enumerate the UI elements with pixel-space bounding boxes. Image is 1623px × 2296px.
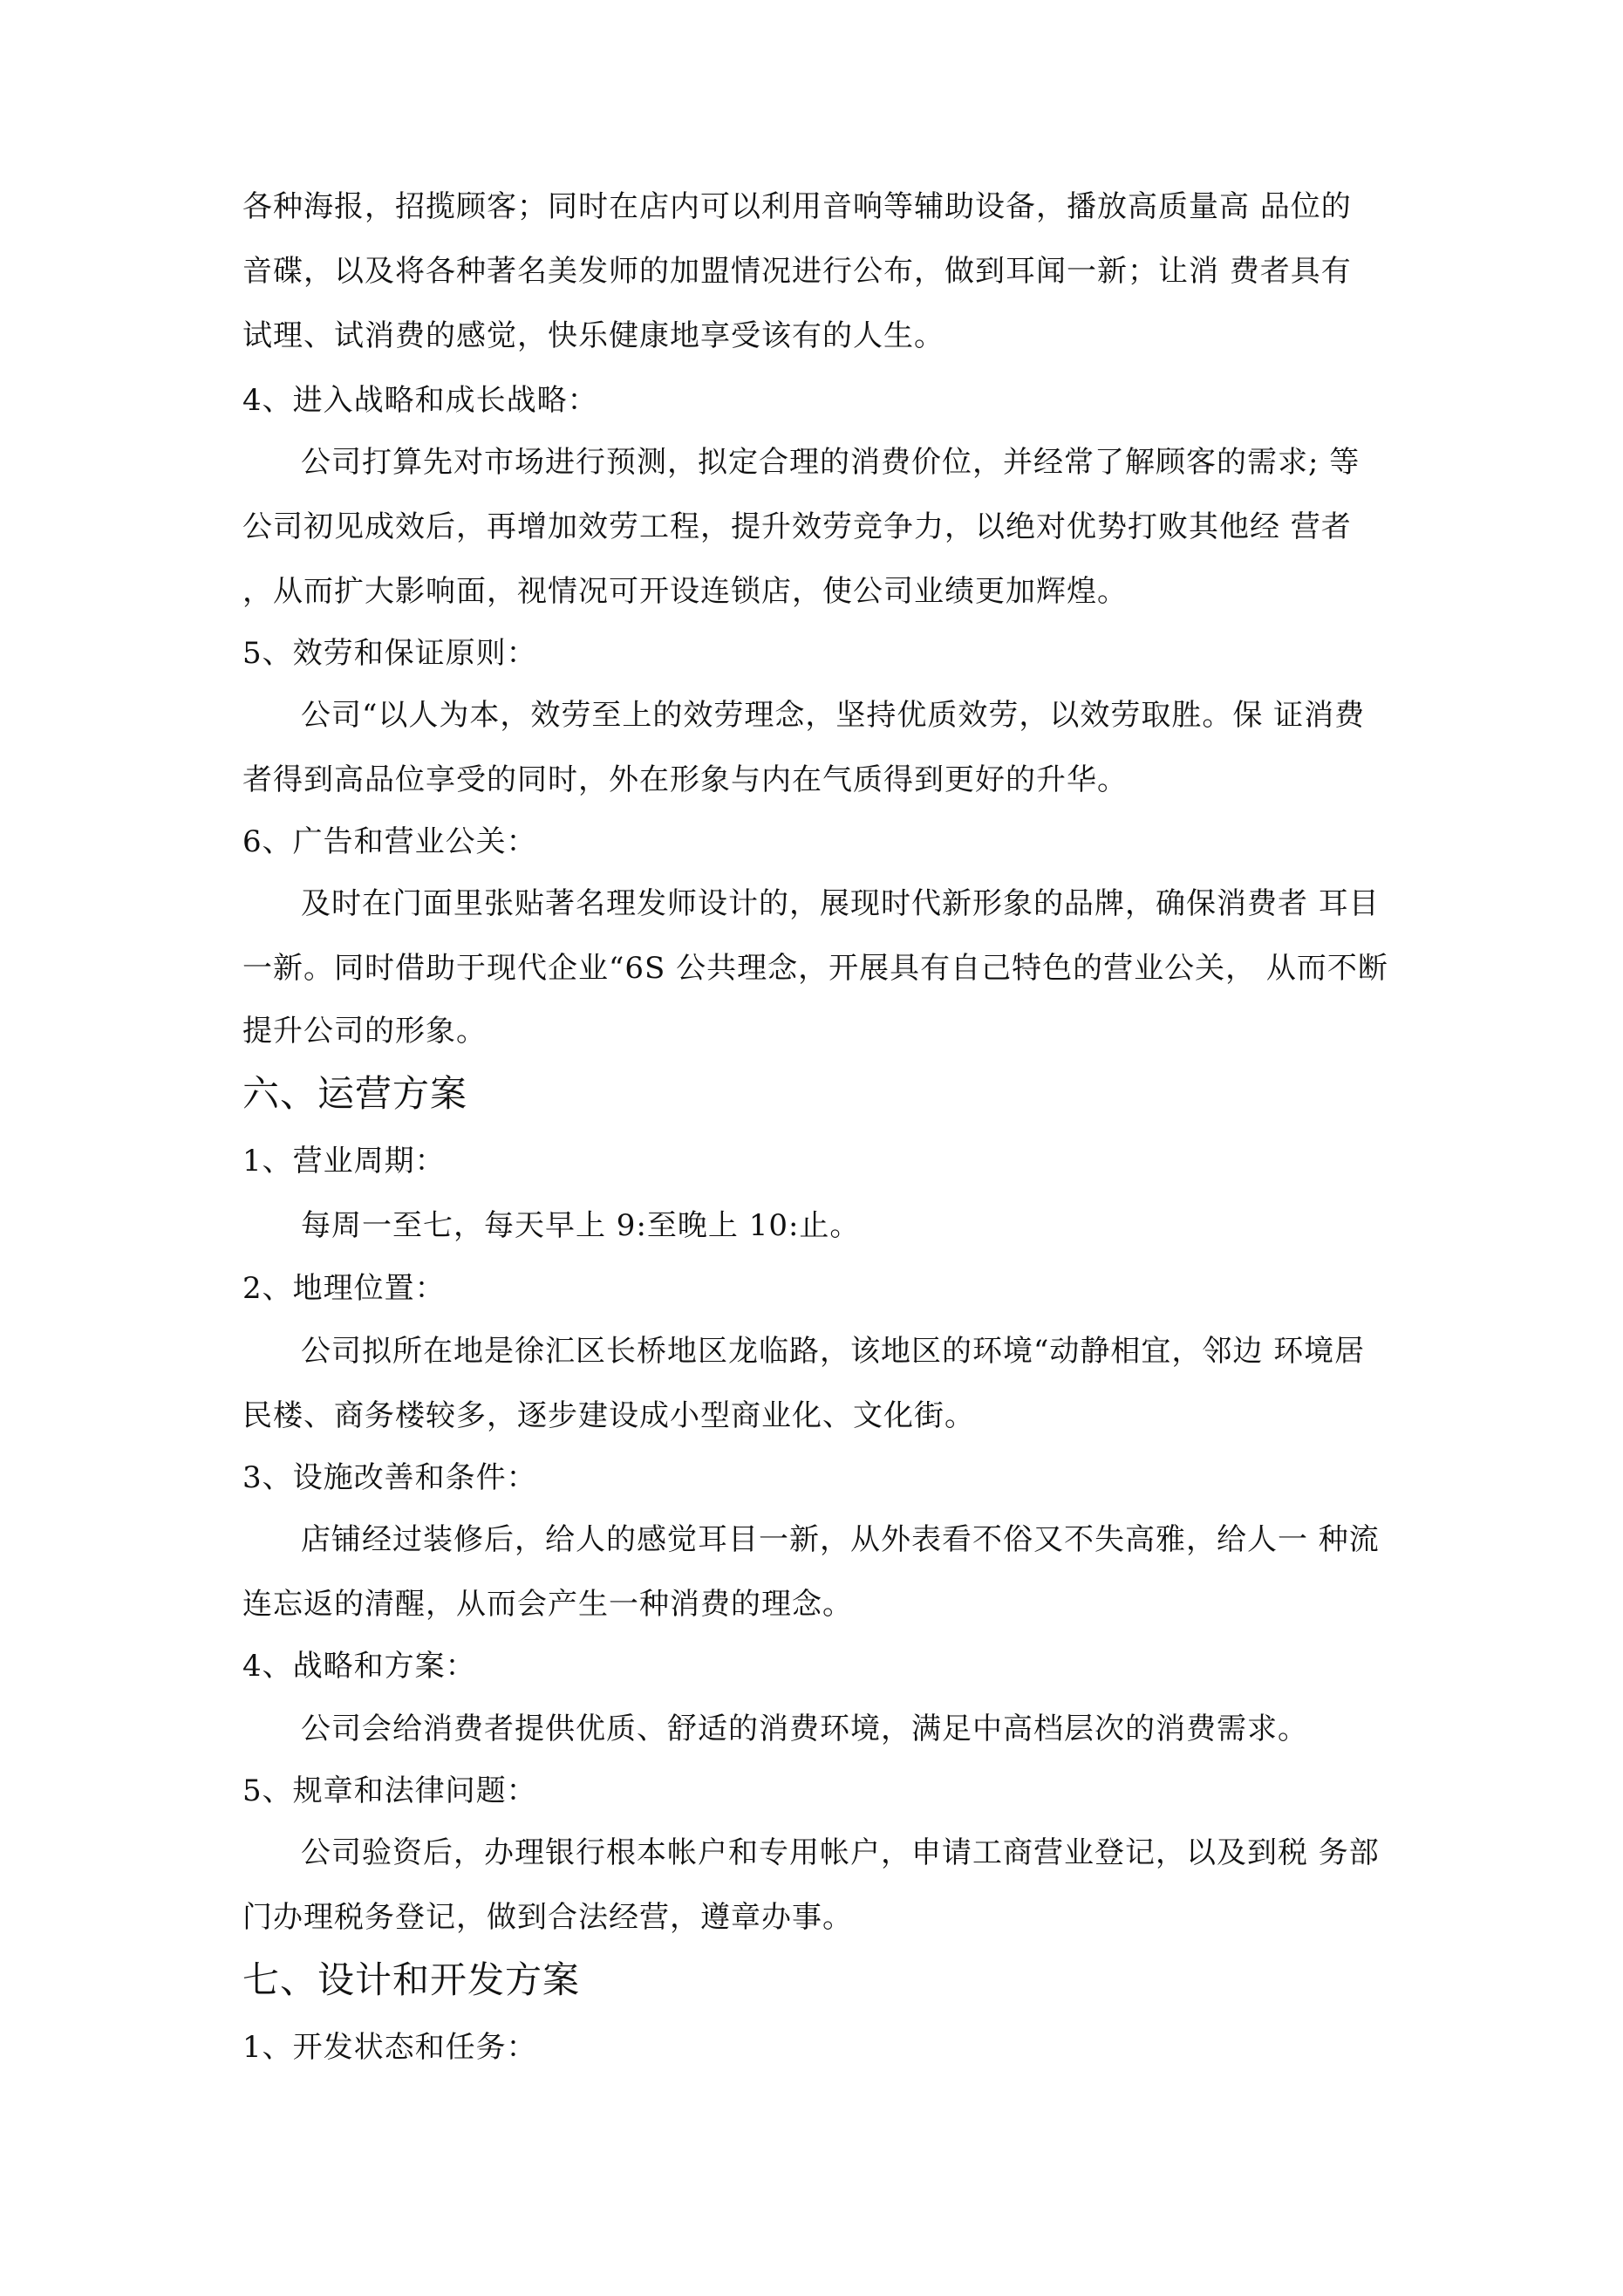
section-heading: 七、设计和开发方案 — [242, 1958, 581, 2001]
paragraph-line: 公司打算先对市场进行预测，拟定合理的消费价位，并经常了解顾客的需求; 等 — [301, 445, 1360, 480]
paragraph-line: 公司“以人为本，效劳至上的效劳理念，坚持优质效劳，以效劳取胜。保 证消费 — [301, 698, 1366, 733]
section-subheading: 5、效劳和保证原则： — [242, 636, 537, 671]
paragraph-line: 民楼、商务楼较多，逐步建设成小型商业化、文化街。 — [242, 1398, 975, 1433]
section-subheading: 6、广告和营业公关： — [242, 824, 537, 859]
paragraph-line: 每周一至七，每天早上 9:至晚上 10:止。 — [301, 1208, 861, 1243]
paragraph-line: 店铺经过装修后，给人的感觉耳目一新，从外表看不俗又不失高雅，给人一 种流 — [301, 1522, 1380, 1557]
paragraph-line: 连忘返的清醒，从而会产生一种消费的理念。 — [242, 1587, 853, 1622]
section-subheading: 4、战略和方案： — [242, 1649, 476, 1684]
paragraph-line: 门办理税务登记，做到合法经营，遵章办事。 — [242, 1900, 853, 1935]
paragraph-line: 公司会给消费者提供优质、舒适的消费环境，满足中高档层次的消费需求。 — [301, 1712, 1308, 1746]
section-subheading: 3、设施改善和条件： — [242, 1460, 537, 1495]
paragraph-line: 公司验资后，办理银行根本帐户和专用帐户，申请工商营业登记，以及到税 务部 — [301, 1835, 1380, 1870]
section-subheading: 4、进入战略和成长战略： — [242, 383, 598, 418]
section-heading: 六、运营方案 — [242, 1072, 468, 1115]
paragraph-line: 一新。同时借助于现代企业“6S 公共理念，开展具有自己特色的营业公关， 从而不断 — [242, 951, 1388, 986]
paragraph-line: 者得到高品位享受的同时，外在形象与内在气质得到更好的升华。 — [242, 762, 1128, 797]
section-subheading: 1、开发状态和任务： — [242, 2030, 537, 2065]
paragraph-line: 公司拟所在地是徐汇区长桥地区龙临路，该地区的环境“动静相宜，邻边 环境居 — [301, 1334, 1366, 1369]
paragraph-line: 音碟，以及将各种著名美发师的加盟情况进行公布，做到耳闻一新；让消 费者具有 — [242, 254, 1352, 289]
paragraph-line: 提升公司的形象。 — [242, 1014, 487, 1049]
section-subheading: 5、规章和法律问题： — [242, 1773, 537, 1808]
section-subheading: 2、地理位置： — [242, 1271, 446, 1306]
paragraph-line: 公司初见成效后，再增加效劳工程，提升效劳竞争力，以绝对优势打败其他经 营者 — [242, 509, 1352, 544]
paragraph-line: 及时在门面里张贴著名理发师设计的，展现时代新形象的品牌，确保消费者 耳目 — [301, 886, 1380, 921]
section-subheading: 1、营业周期： — [242, 1144, 446, 1179]
paragraph-line: 各种海报，招揽顾客；同时在店内可以利用音响等辅助设备，播放高质量高 品位的 — [242, 189, 1352, 224]
paragraph-line: ，从而扩大影响面，视情况可开设连锁店，使公司业绩更加辉煌。 — [242, 574, 1128, 609]
paragraph-line: 试理、试消费的感觉，快乐健康地享受该有的人生。 — [242, 318, 944, 353]
